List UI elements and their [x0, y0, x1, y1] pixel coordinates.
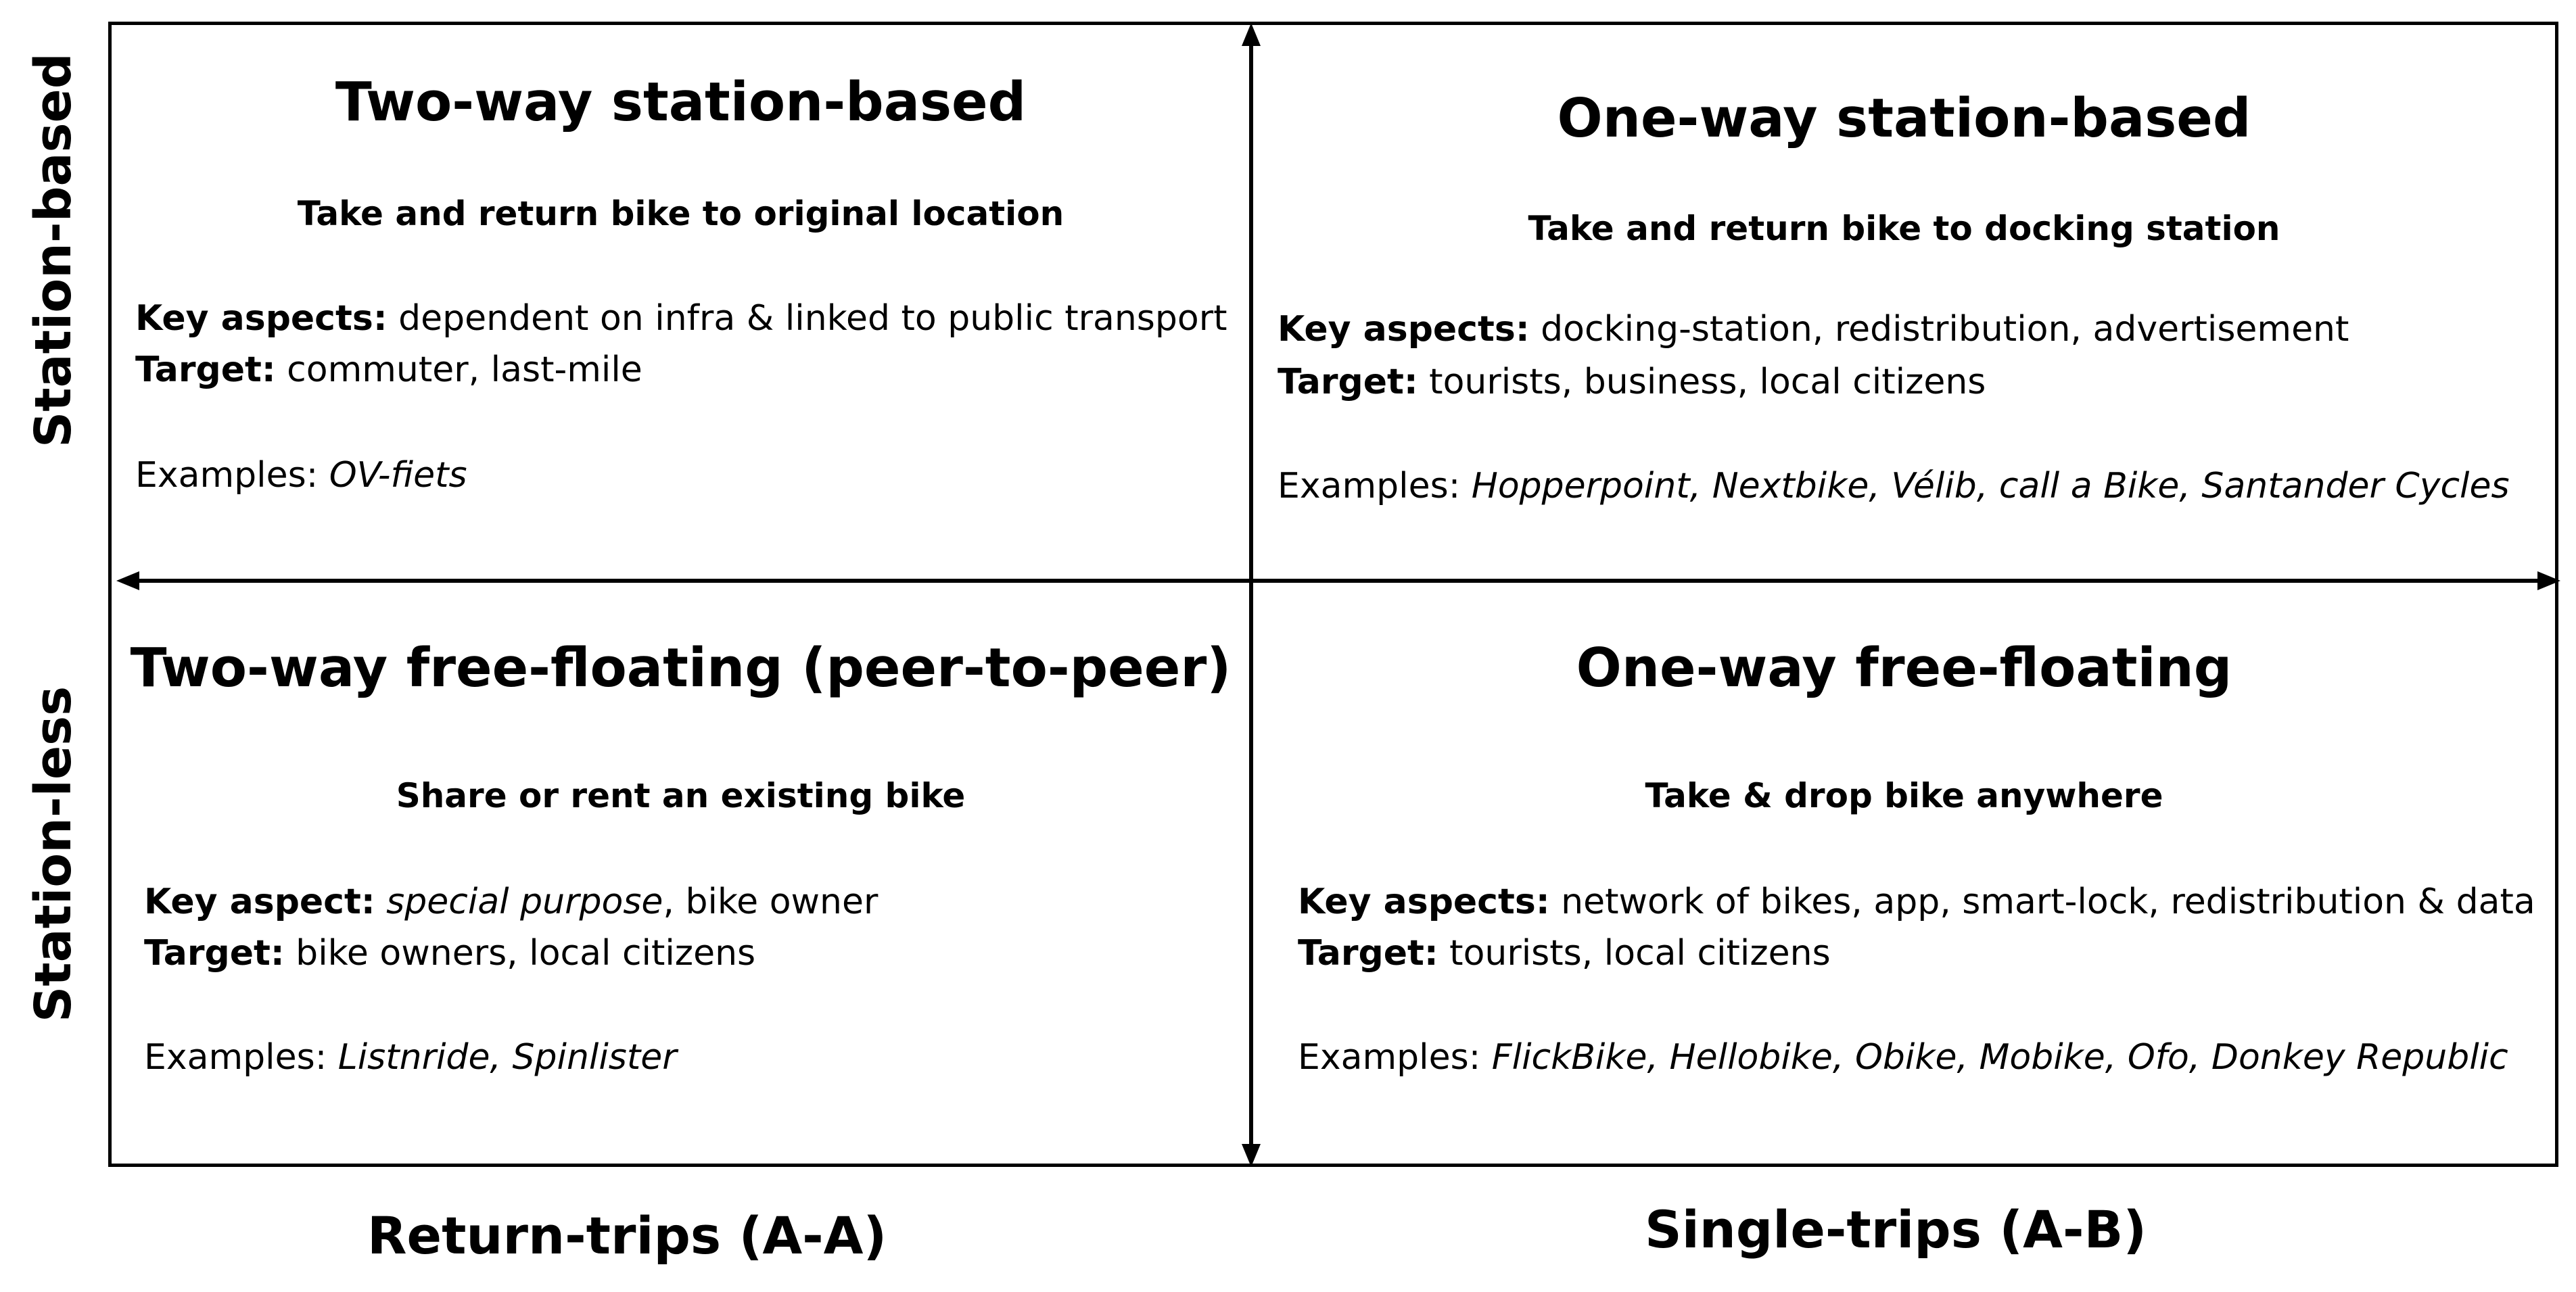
target-value: bike owners, local citizens — [284, 933, 756, 974]
target-line — [144, 933, 755, 974]
key-aspects-label: Key aspects: — [135, 298, 388, 339]
examples-value: OV-fiets — [329, 455, 467, 496]
key-aspects-label: Key aspects: — [1298, 882, 1550, 922]
y-axis-label-station-less: Station-less — [24, 686, 83, 1022]
quadrant-title: One-way station-based — [1557, 87, 2251, 149]
examples-value: Hopperpoint, Nextbike, Vélib, call a Bike, Santander Cycles — [1471, 466, 2510, 506]
target-label: Target: — [135, 350, 276, 390]
target-label: Target: — [1298, 933, 1438, 974]
key-aspects-italic-value: special purpose — [375, 882, 663, 922]
quadrant-subtitle: Take & drop bike anywhere — [1645, 776, 2163, 815]
examples-label: Examples: — [1298, 1037, 1492, 1078]
quadrant-title: Two-way free-floating (peer-to-peer) — [130, 637, 1232, 699]
key-aspects-line — [144, 882, 878, 922]
key-aspects-value: , bike owner — [663, 882, 879, 922]
examples-label: Examples: — [135, 455, 329, 496]
target-line — [135, 350, 642, 390]
examples-line — [1298, 1037, 2508, 1078]
target-line — [1278, 362, 1986, 402]
quadrant-title: One-way free-floating — [1576, 637, 2232, 699]
quadrant-two-way-free-floating — [112, 583, 1250, 1164]
quadrant-title: Two-way station-based — [335, 71, 1027, 133]
key-aspects-value: network of bikes, app, smart-lock, redistribution & data — [1549, 882, 2535, 922]
quadrant-one-way-station-based — [1253, 25, 2555, 579]
examples-value: FlickBike, Hellobike, Obike, Mobike, Ofo, Donkey Republic — [1491, 1037, 2508, 1078]
target-value: tourists, business, local citizens — [1418, 362, 1986, 402]
x-axis-label-return-trips: Return-trips (A-A) — [367, 1205, 887, 1266]
examples-label: Examples: — [1278, 466, 1472, 506]
examples-label: Examples: — [144, 1037, 338, 1078]
key-aspects-label: Key aspects: — [1278, 309, 1530, 350]
examples-value: Listnride, Spinlister — [337, 1037, 677, 1078]
target-label: Target: — [1278, 362, 1418, 402]
key-aspects-label: Key aspect: — [144, 882, 375, 922]
key-aspects-line — [1278, 309, 2349, 350]
target-value: commuter, last-mile — [275, 350, 642, 390]
key-aspects-value: docking-station, redistribution, advertisement — [1529, 309, 2349, 350]
target-label: Target: — [144, 933, 285, 974]
y-axis-label-station-based: Station-based — [24, 53, 83, 448]
quadrant-subtitle: Take and return bike to original location — [297, 194, 1064, 233]
key-aspects-value: dependent on infra & linked to public transport — [387, 298, 1227, 339]
quadrant-subtitle: Take and return bike to docking station — [1528, 209, 2280, 248]
examples-line — [135, 455, 467, 496]
quadrant-two-way-station-based — [112, 25, 1250, 579]
examples-line — [1278, 466, 2510, 506]
quadrant-subtitle: Share or rent an existing bike — [396, 776, 966, 815]
key-aspects-line — [135, 298, 1227, 339]
examples-line — [144, 1037, 677, 1078]
target-line — [1298, 933, 1831, 974]
x-axis-label-single-trips: Single-trips (A-B) — [1645, 1199, 2147, 1260]
quadrant-one-way-free-floating — [1253, 583, 2555, 1164]
target-value: tourists, local citizens — [1438, 933, 1831, 974]
key-aspects-line — [1298, 882, 2535, 922]
